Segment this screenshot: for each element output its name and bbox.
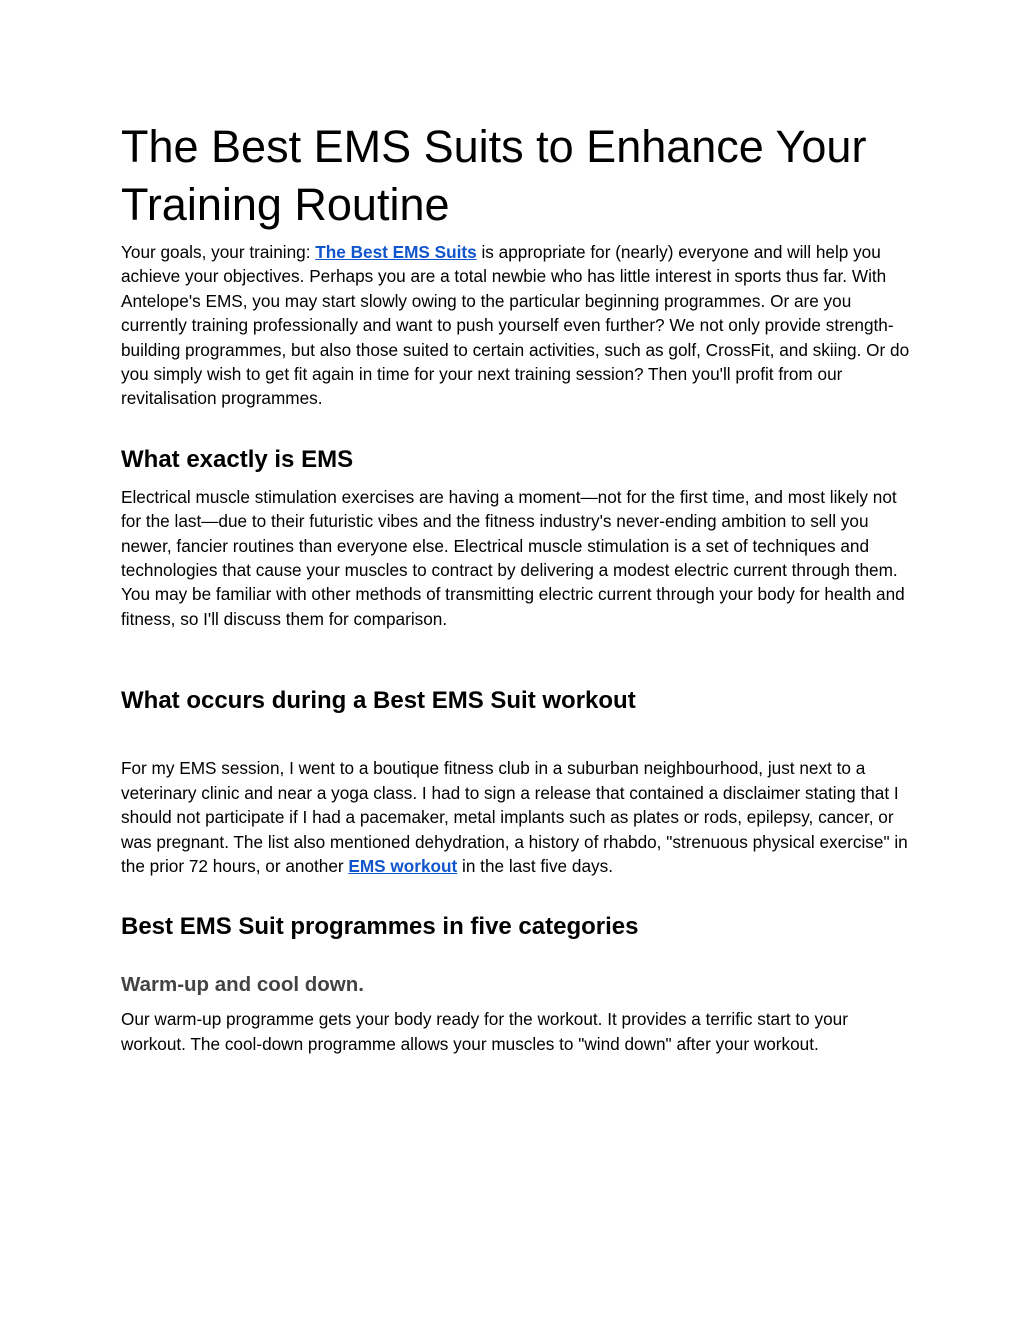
document-page [121, 118, 911, 1056]
ems-workout-link[interactable]: EMS workout [348, 855, 458, 876]
session-paragraph [121, 756, 911, 878]
warm-up-paragraph: Our warm-up programme gets your body ready for the workout. It provides a terrific start to your workout. The cool-down programme allows your muscles to "wind down" after your workout. [121, 1009, 848, 1054]
document-title: The Best EMS Suits to Enhance Your Training Routine [121, 121, 867, 230]
intro-text-after-link: is appropriate for (nearly) everyone and will help you achieve your objectives. Perhaps you are a total newbie who has little interest in sports thus far. With Antelope's EMS, you may start slowly owing to the particular beginning programmes. Or are you currently training professionally and want to push yourself even further? We not only provide strength-building programmes, but also those suited to certain activities, such as golf, CrossFit, and skiing. Or do you simply wish to get fit again in time for your next training session? Then you'll profit from our revitalisation programmes. [121, 242, 910, 409]
what-is-ems-paragraph: Electrical muscle stimulation exercises are having a moment—not for the first time, and most likely not for the last—due to their futuristic vibes and the fitness industry's never-ending ambition to sell you newer, fancier routines than everyone else. Electrical muscle stimulation is a set of techniques and technologies that cause your muscles to contract by delivering a modest electric current through them. You may be familiar with other methods of transmitting electric current through your body for health and fitness, so I'll discuss them for comparison. [121, 486, 905, 629]
intro-text-before-link: Your goals, your training: [121, 242, 316, 262]
what-is-ems-heading: What exactly is EMS [121, 445, 354, 473]
session-text-after-link: in the last five days. [457, 855, 613, 876]
session-text-before-link: For my EMS session, I went to a boutique fitness club in a suburban neighbourhood, just next to a veterinary clinic and near a yoga class. I had to sign a release that contained a disclaimer stating that I should not participate if I had a pacemaker, metal implants such as plates or rods, epilepsy, cancer, or was pregnant. The list also mentioned dehydration, a history of rhabdo, "strenuous physical exercise" in the prior 72 hours, or another [121, 758, 908, 876]
workout-occurs-heading: What occurs during a Best EMS Suit workout [121, 687, 636, 715]
intro-paragraph [121, 240, 911, 411]
warm-up-subheading: Warm-up and cool down. [121, 973, 364, 997]
best-ems-suits-link[interactable]: The Best EMS Suits [315, 242, 477, 262]
programme-categories-heading: Best EMS Suit programmes in five categories [121, 913, 639, 941]
